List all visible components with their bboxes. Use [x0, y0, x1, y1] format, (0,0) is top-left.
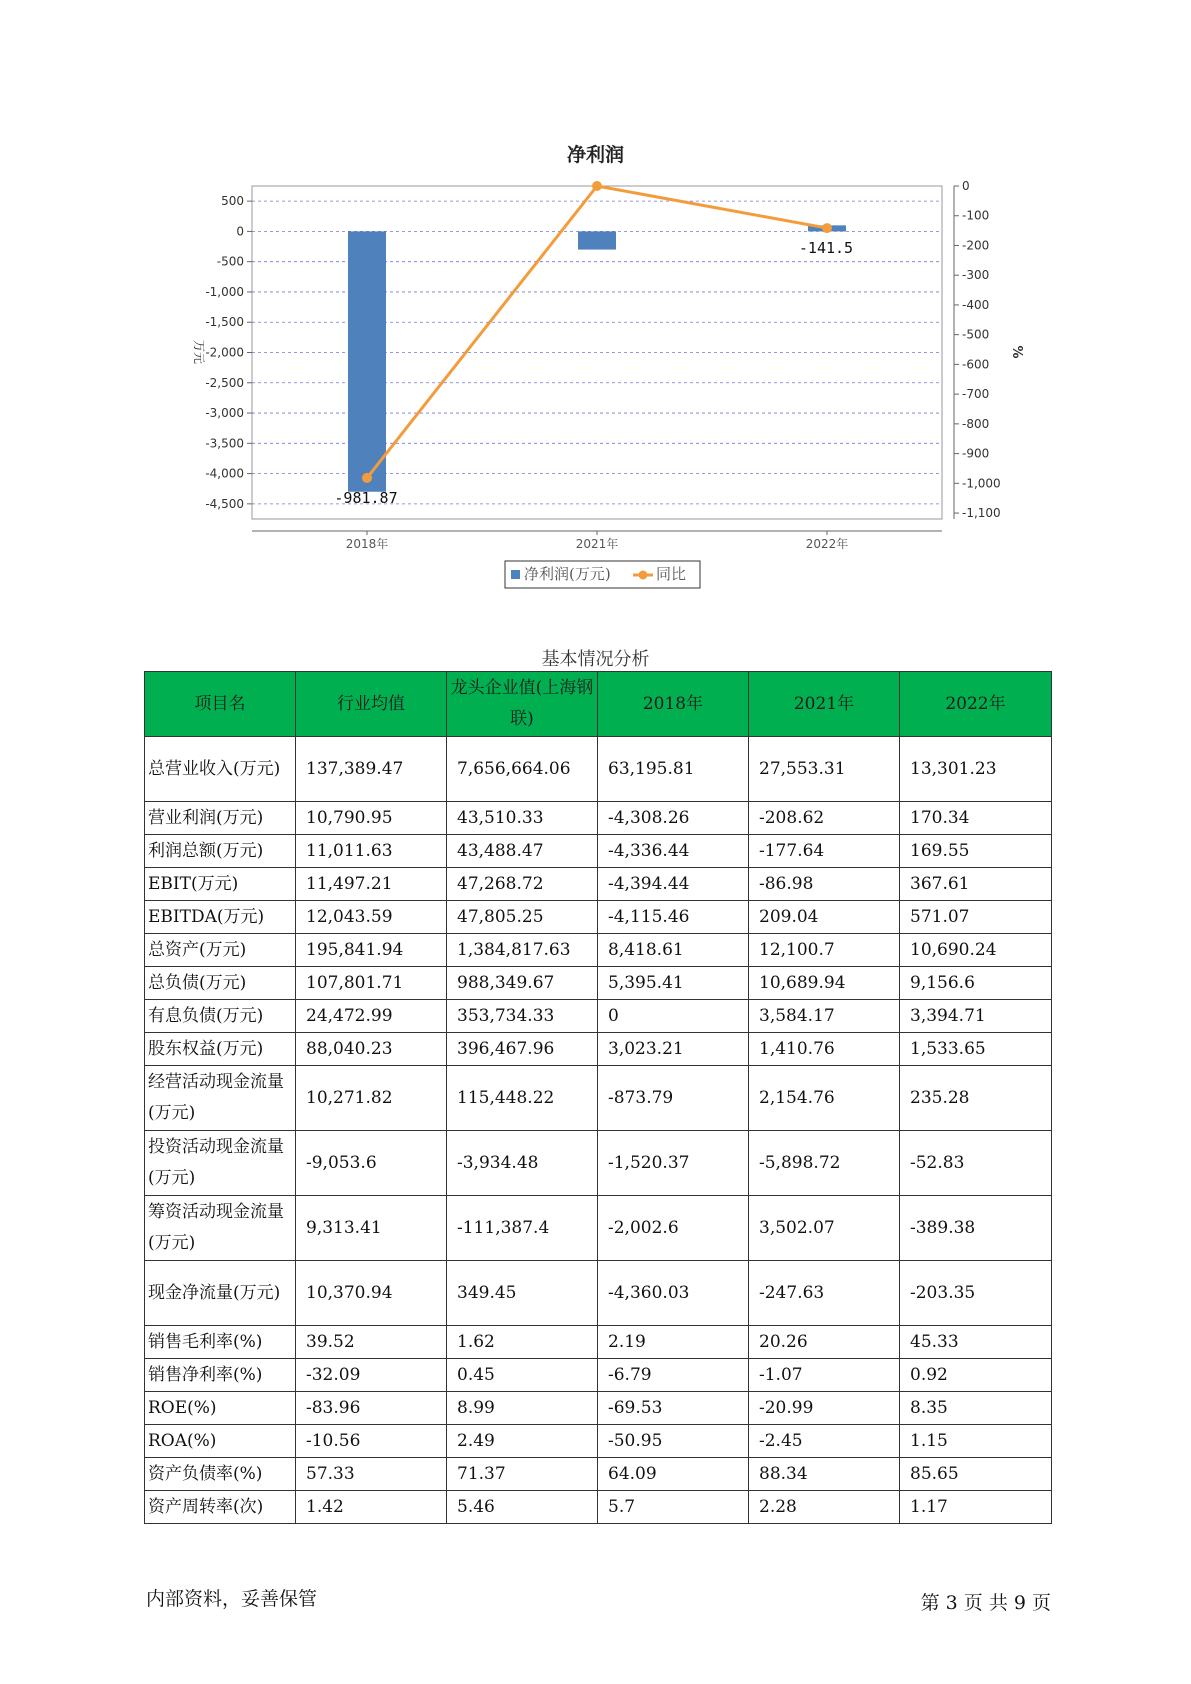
table-row [145, 1196, 1052, 1261]
row-label: 总负债(万元) [145, 967, 296, 1000]
table-cell: 13,301.23 [900, 737, 1052, 802]
table-row [145, 967, 1052, 1000]
table-cell: -2.45 [749, 1425, 900, 1458]
footer-page-number: 第 3 页 共 9 页 [920, 1592, 1051, 1614]
column-header: 龙头企业值(上海钢联) [447, 672, 598, 737]
table-cell: 1,533.65 [900, 1033, 1052, 1066]
legend-bar-label: 净利润(万元) [524, 565, 611, 583]
table-cell: 988,349.67 [447, 967, 598, 1000]
footer-confidential-note: 内部资料，妥善保管 [146, 1588, 318, 1610]
table-cell: 169.55 [900, 835, 1052, 868]
row-label: 现金净流量(万元) [145, 1261, 296, 1326]
table-cell: 2.49 [447, 1425, 598, 1458]
table-row [145, 737, 1052, 802]
table-cell: 1,384,817.63 [447, 934, 598, 967]
table-cell: 3,502.07 [749, 1196, 900, 1261]
table-row [145, 1326, 1052, 1359]
table-cell: -4,115.46 [598, 901, 749, 934]
chart-title: 净利润 [566, 144, 624, 166]
table-cell: 235.28 [900, 1066, 1052, 1131]
table-cell: 0.45 [447, 1359, 598, 1392]
table-cell: 195,841.94 [296, 934, 447, 967]
table-cell: 209.04 [749, 901, 900, 934]
table-cell: 85.65 [900, 1458, 1052, 1491]
table-cell: 353,734.33 [447, 1000, 598, 1033]
row-label: 股东权益(万元) [145, 1033, 296, 1066]
table-body [145, 737, 1052, 1524]
left-tick-label: 0 [236, 224, 244, 239]
table-cell: -111,387.4 [447, 1196, 598, 1261]
table-cell: -2,002.6 [598, 1196, 749, 1261]
table-header-row [145, 672, 1052, 737]
legend-line-marker [639, 571, 648, 580]
column-header: 行业均值 [296, 672, 447, 737]
row-label: 利润总额(万元) [145, 835, 296, 868]
right-tick-label: -1,100 [962, 506, 1001, 521]
left-tick-label: -4,000 [205, 466, 244, 481]
table-cell: 137,389.47 [296, 737, 447, 802]
bar [348, 231, 386, 491]
table-cell: -208.62 [749, 802, 900, 835]
table-cell: 396,467.96 [447, 1033, 598, 1066]
left-tick-label: -1,000 [205, 284, 244, 299]
table-row [145, 1261, 1052, 1326]
table-cell: 45.33 [900, 1326, 1052, 1359]
table-cell: -32.09 [296, 1359, 447, 1392]
table-caption: 基本情况分析 [541, 649, 650, 670]
net-profit-chart [0, 0, 1191, 600]
table-cell: 47,268.72 [447, 868, 598, 901]
table-cell: 1.62 [447, 1326, 598, 1359]
table-cell: 88.34 [749, 1458, 900, 1491]
table-row [145, 835, 1052, 868]
table-cell: 20.26 [749, 1326, 900, 1359]
right-tick-label: -400 [962, 297, 990, 312]
right-axis-label: % [1009, 345, 1024, 359]
data-label: -981.87 [334, 488, 398, 507]
row-label: 总营业收入(万元) [145, 737, 296, 802]
table-cell: 71.37 [447, 1458, 598, 1491]
table-cell: 63,195.81 [598, 737, 749, 802]
table-cell: 5.7 [598, 1491, 749, 1524]
table-cell: 115,448.22 [447, 1066, 598, 1131]
x-tick-label: 2022年 [805, 537, 849, 551]
table-cell: -9,053.6 [296, 1131, 447, 1196]
table-cell: -4,394.44 [598, 868, 749, 901]
table-row [145, 1425, 1052, 1458]
table-cell: 107,801.71 [296, 967, 447, 1000]
yoy-point [362, 473, 372, 483]
table-cell: -10.56 [296, 1425, 447, 1458]
row-label: 投资活动现金流量(万元) [145, 1131, 296, 1196]
right-tick-label: 0 [962, 179, 970, 193]
left-tick-label: -4,500 [205, 496, 244, 511]
table-row [145, 1066, 1052, 1131]
table-cell: -4,336.44 [598, 835, 749, 868]
row-label: 资产负债率(%) [145, 1458, 296, 1491]
right-tick-label: -1,000 [962, 476, 1001, 491]
table-cell: -873.79 [598, 1066, 749, 1131]
table-cell: -389.38 [900, 1196, 1052, 1261]
table-cell: 3,394.71 [900, 1000, 1052, 1033]
column-header: 2022年 [900, 672, 1052, 737]
table-cell: 43,488.47 [447, 835, 598, 868]
table-cell: 8.35 [900, 1392, 1052, 1425]
table-cell: 1,410.76 [749, 1033, 900, 1066]
table-cell: 57.33 [296, 1458, 447, 1491]
table-row [145, 1359, 1052, 1392]
table-cell: -1.07 [749, 1359, 900, 1392]
row-label: 销售毛利率(%) [145, 1326, 296, 1359]
table-row [145, 1131, 1052, 1196]
table-cell: 2.28 [749, 1491, 900, 1524]
table-cell: 1.15 [900, 1425, 1052, 1458]
table-row [145, 1458, 1052, 1491]
table-cell: -83.96 [296, 1392, 447, 1425]
table-cell: -6.79 [598, 1359, 749, 1392]
table-cell: 170.34 [900, 802, 1052, 835]
table-cell: 11,497.21 [296, 868, 447, 901]
left-tick-label: -1,500 [205, 315, 244, 330]
yoy-point [592, 181, 602, 191]
table-cell: 1.42 [296, 1491, 447, 1524]
table-cell: 5.46 [447, 1491, 598, 1524]
table-cell: 10,370.94 [296, 1261, 447, 1326]
right-tick-label: -100 [962, 208, 990, 223]
left-tick-label: -500 [216, 254, 244, 269]
row-label: 总资产(万元) [145, 934, 296, 967]
table-cell: 10,271.82 [296, 1066, 447, 1131]
row-label: 筹资活动现金流量(万元) [145, 1196, 296, 1261]
table-cell: 12,043.59 [296, 901, 447, 934]
table-cell: 24,472.99 [296, 1000, 447, 1033]
table-cell: 5,395.41 [598, 967, 749, 1000]
table-cell: 8,418.61 [598, 934, 749, 967]
table-cell: 7,656,664.06 [447, 737, 598, 802]
table-cell: 43,510.33 [447, 802, 598, 835]
table-cell: 10,690.24 [900, 934, 1052, 967]
table-cell: 2,154.76 [749, 1066, 900, 1131]
table-cell: 1.17 [900, 1491, 1052, 1524]
table-cell: -247.63 [749, 1261, 900, 1326]
right-tick-label: -700 [962, 387, 990, 402]
column-header: 项目名 [145, 672, 296, 737]
table-row [145, 802, 1052, 835]
table-cell: -86.98 [749, 868, 900, 901]
table-cell: 8.99 [447, 1392, 598, 1425]
table-cell: 9,156.6 [900, 967, 1052, 1000]
column-header: 2018年 [598, 672, 749, 737]
table-cell: 12,100.7 [749, 934, 900, 967]
table-cell: -50.95 [598, 1425, 749, 1458]
table-cell: -52.83 [900, 1131, 1052, 1196]
table-row [145, 1000, 1052, 1033]
table-cell: -1,520.37 [598, 1131, 749, 1196]
row-label: EBIT(万元) [145, 868, 296, 901]
table-cell: 349.45 [447, 1261, 598, 1326]
table-cell: 3,023.21 [598, 1033, 749, 1066]
left-tick-label: -2,500 [205, 375, 244, 390]
analysis-table [144, 671, 1052, 1524]
left-axis-label: 万元 [192, 339, 206, 365]
right-tick-label: -900 [962, 446, 990, 461]
table-cell: -4,308.26 [598, 802, 749, 835]
table-cell: -3,934.48 [447, 1131, 598, 1196]
table-row [145, 868, 1052, 901]
table-row [145, 1033, 1052, 1066]
table-cell: 3,584.17 [749, 1000, 900, 1033]
table-row [145, 901, 1052, 934]
row-label: 有息负债(万元) [145, 1000, 296, 1033]
right-tick-label: -800 [962, 416, 990, 431]
data-label: -141.5 [798, 239, 854, 258]
table-cell: 27,553.31 [749, 737, 900, 802]
row-label: ROE(%) [145, 1392, 296, 1425]
right-tick-label: -300 [962, 268, 990, 283]
table-cell: -5,898.72 [749, 1131, 900, 1196]
row-label: ROA(%) [145, 1425, 296, 1458]
table-cell: 10,790.95 [296, 802, 447, 835]
table-row [145, 1491, 1052, 1524]
table-cell: -4,360.03 [598, 1261, 749, 1326]
row-label: EBITDA(万元) [145, 901, 296, 934]
legend-bar-swatch [511, 570, 520, 579]
table-cell: 571.07 [900, 901, 1052, 934]
left-tick-label: 500 [221, 194, 244, 209]
table-cell: -177.64 [749, 835, 900, 868]
table-cell: 0.92 [900, 1359, 1052, 1392]
table-cell: 64.09 [598, 1458, 749, 1491]
table-row [145, 934, 1052, 967]
left-tick-label: -3,000 [205, 406, 244, 421]
x-tick-label: 2021年 [575, 537, 619, 551]
column-header: 2021年 [749, 672, 900, 737]
x-tick-label: 2018年 [345, 537, 389, 551]
right-tick-label: -600 [962, 357, 990, 372]
right-tick-label: -200 [962, 238, 990, 253]
left-tick-label: -3,500 [205, 436, 244, 451]
table-cell: -20.99 [749, 1392, 900, 1425]
table-cell: 0 [598, 1000, 749, 1033]
table-cell: 39.52 [296, 1326, 447, 1359]
yoy-point [822, 223, 832, 233]
bar [578, 231, 616, 249]
table-cell: 88,040.23 [296, 1033, 447, 1066]
table-cell: 9,313.41 [296, 1196, 447, 1261]
row-label: 经营活动现金流量(万元) [145, 1066, 296, 1131]
left-tick-label: -2,000 [205, 345, 244, 360]
table-cell: 11,011.63 [296, 835, 447, 868]
row-label: 资产周转率(次) [145, 1491, 296, 1524]
table-cell: -203.35 [900, 1261, 1052, 1326]
right-tick-label: -500 [962, 327, 990, 342]
legend-line-label: 同比 [656, 565, 687, 583]
table-cell: 10,689.94 [749, 967, 900, 1000]
table-cell: 47,805.25 [447, 901, 598, 934]
table-row [145, 1392, 1052, 1425]
table-cell: -69.53 [598, 1392, 749, 1425]
row-label: 销售净利率(%) [145, 1359, 296, 1392]
table-cell: 2.19 [598, 1326, 749, 1359]
table-cell: 367.61 [900, 868, 1052, 901]
row-label: 营业利润(万元) [145, 802, 296, 835]
